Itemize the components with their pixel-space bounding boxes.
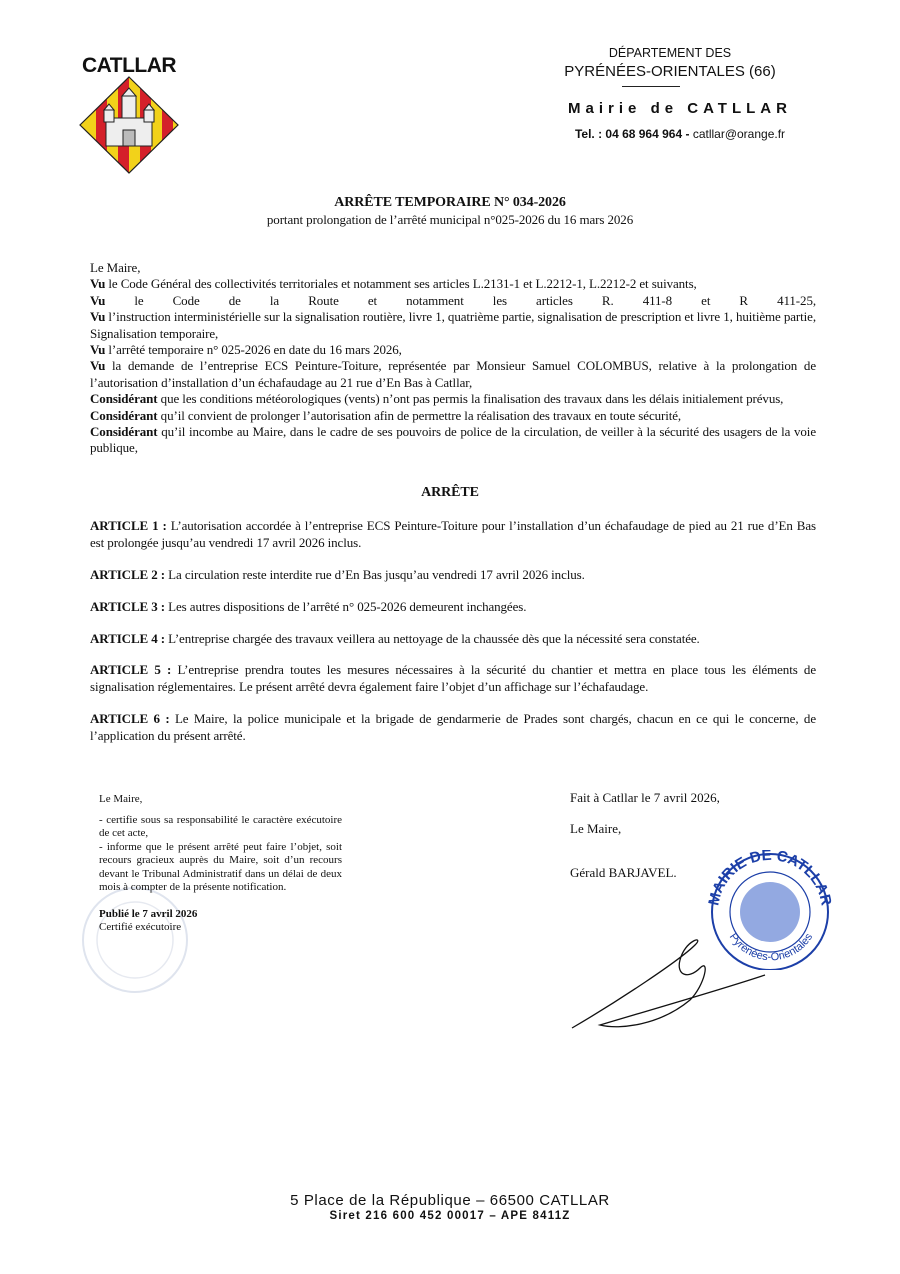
department-line-1: DÉPARTEMENT DES [608,46,732,60]
preamble [90,260,816,457]
preamble-line: Considérant qu’il incombe au Maire, dans le cadre de ses pouvoirs de police de la circulation, de veiller à la sécurité des usagers de la voie publique, [90,424,816,456]
document-subtitle: portant prolongation de l’arrêté municipal n°025-2026 du 16 mars 2026 [266,212,634,227]
footer-address: 5 Place de la République – 66500 CATLLAR [290,1192,610,1209]
preamble-line: Vu le Code Général des collectivités territoriales et notamment ses articles L.2131-1 et L.2212-1, L.2212-2 et suivants, [90,276,697,292]
document-title: ARRÊTE TEMPORAIRE N° 034-2026 [334,195,566,210]
footer-siret: Siret 216 600 452 00017 – APE 8411Z [329,1210,571,1222]
article-1: ARTICLE 1 : L’autorisation accordée à l’entreprise ECS Peinture-Toiture pour l’installation d’un échafaudage de pied au 21 rue d’En Bas est prolongée jusqu’au vendredi 17 avril 2026 inclus. [90,518,816,550]
coat-of-arms-logo [78,76,180,174]
preamble-line: Vu le Code de la Route et notamment les articles R. 411-8 et R 411-25, [90,292,816,308]
published-date: Publié le 7 avril 2026 [99,907,198,920]
preamble-line: Vu l’arrêté temporaire n° 025-2026 en date du 16 mars 2026, [90,342,402,358]
preamble-line: Considérant qu’il convient de prolonger l’autorisation afin de permettre la réalisation des travaux en toute sécurité, [90,407,682,423]
preamble-line: Considérant que les conditions météorologiques (vents) n’ont pas permis la finalisation des travaux dans les délais initialement prévus, [90,391,784,407]
header-divider [622,86,680,87]
article-3: ARTICLE 3 : Les autres dispositions de l’arrêté n° 025-2026 demeurent inchangées. [90,599,527,614]
article-5: ARTICLE 5 : L’entreprise prendra toutes les mesures nécessaires à la sécurité du chantier et mettra en place tous les éléments de signalisation réglementaires. Le présent arrêté devra également faire l’objet d’un affichage sur l’échafaudage. [90,662,816,694]
department-line-2: PYRÉNÉES-ORIENTALES (66) [564,63,776,80]
certification-block [99,793,342,935]
preamble-line: Le Maire, [90,260,141,275]
signatory-role: Le Maire, [570,821,622,836]
logo-text: CATLLAR [82,54,177,77]
contact-line [520,127,820,141]
article-4: ARTICLE 4 : L’entreprise chargée des travaux veillera au nettoyage de la chaussée dès que la nécessité sera constatée. [90,631,700,646]
email: catllar@orange.fr [692,127,786,141]
signature-block [570,790,720,881]
mairie-name: Mairie de CATLLAR [568,100,792,117]
certification-line: - certifie sous sa responsabilité le caractère exécutoire de cet acte, [99,813,342,839]
phone: Tel. : 04 68 964 964 - [574,127,690,141]
preamble-line: Vu la demande de l’entreprise ECS Peinture-Toiture, représentée par Monsieur Samuel COLOMBUS, relative à la prolongation de l’autorisation d’installation d’un échafaudage au 21 rue d’En Bas à Catllar, [90,358,816,390]
arrete-heading: ARRÊTE [421,485,479,500]
preamble-line: Vu l’instruction interministérielle sur la signalisation routière, livre 1, quatrième partie, signalisation de prescription et livre 1, huitième partie, Signalisation temporaire, [90,309,816,341]
certification-heading: Le Maire, [99,793,143,805]
signatory-name: Gérald BARJAVEL. [570,865,677,880]
svg-text:MAIRIE DE CATLLAR: MAIRIE DE CATLLAR [705,850,835,908]
certification-line: - informe que le présent arrêté peut faire l’objet, soit recours gracieux auprès du Maire, soit d’un recours devant le Tribunal Administratif dans un délai de deux mois à compter de la présente notification. [99,840,342,893]
signature [560,930,800,1040]
svg-text:Pyrénées-Orientales: Pyrénées-Orientales [726,931,816,964]
place-date: Fait à Catllar le 7 avril 2026, [570,790,720,805]
article-6: ARTICLE 6 : Le Maire, la police municipale et la brigade de gendarmerie de Prades sont chargés, chacun en ce qui le concerne, de l’application du présent arrêté. [90,711,816,743]
executory-label: Certifié exécutoire [99,921,182,933]
article-2: ARTICLE 2 : La circulation reste interdite rue d’En Bas jusqu’au vendredi 17 avril 2026 inclus. [90,567,585,582]
